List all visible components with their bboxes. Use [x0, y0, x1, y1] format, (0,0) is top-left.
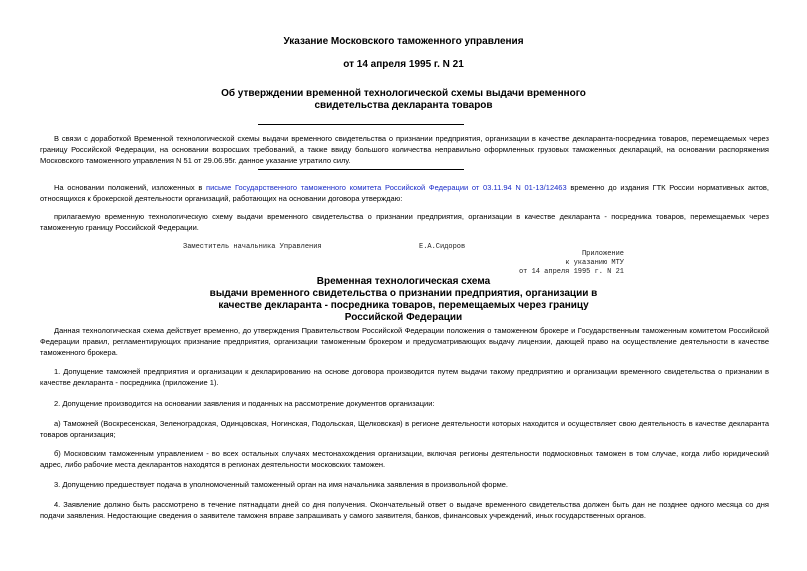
- document-title-line-1: Об утверждении временной технологической схемы выдачи временного: [221, 88, 586, 99]
- clause-2b: б) Московским таможенным управлением - во всех остальных случаях местонахождения организации, включая регионы деятельности подмосковных таможен в том случае, когда либо юридический адрес, либо рабочие места декларантов находятся в регионах деятельности московских таможен.: [40, 449, 769, 469]
- gtk-letter-link[interactable]: письме Государственного таможенного комитета Российской Федерации от 03.11.94 N 01-13/12463: [206, 183, 567, 192]
- appendix-reference: к указанию МТУ: [565, 259, 624, 267]
- scheme-title-line-1: Временная технологическая схема: [316, 276, 491, 287]
- document-date: от 14 апреля 1995 г. N 21: [343, 59, 464, 70]
- clause-1: 1. Допущение таможней предприятия и организации к декларированию на основе договора производится путем выдачи такому предприятию и организации временного свидетельства о признании в качестве декларанта - посредника (приложение 1).: [40, 367, 769, 387]
- clause-4: 4. Заявление должно быть рассмотрено в течение пятнадцати дней со дня получения. Окончательный ответ о выдаче временного свидетельства должен быть дан не позднее одного месяца со дня подачи заявления. Недостающие сведения о заявителе таможня вправе запрашивать у самого заявителя, банков, финансовых учреждений, иных государственных органов.: [40, 500, 769, 520]
- signature-position: Заместитель начальника Управления: [183, 243, 322, 251]
- divider-top: [258, 124, 464, 125]
- basis-text-after: временно до издания ГТК России нормативных актов, относящихся к брокерской деятельности организаций, работающих на основании договора утверждаю:: [40, 183, 770, 203]
- scheme-title-line-2: выдачи временного свидетельства о признании предприятия, организации в: [209, 288, 598, 299]
- clause-2a: а) Таможней (Воскресенская, Зеленоградская, Одинцовская, Ногинская, Подольская, Щелковская) в регионе деятельности которых находится и осуществляет свою деятельность в качестве декларанта товаров организация;: [40, 419, 769, 439]
- clause-2: 2. Допущение производится на основании заявления и поданных на рассмотрение документов организации:: [54, 399, 435, 408]
- approve-paragraph: прилагаемую временную технологическую схему выдачи временного свидетельства о признании предприятия, организации в качестве декларанта - посредника товаров, перемещаемых через таможенную границу Российской Федерации.: [40, 212, 769, 232]
- scheme-title-line-3: качестве декларанта - посредника товаров, перемещаемых через границу: [218, 300, 589, 311]
- scheme-title-line-4: Российской Федерации: [344, 312, 463, 323]
- issuing-authority: Указание Московского таможенного управления: [283, 36, 524, 47]
- appendix-label: Приложение: [581, 250, 624, 258]
- divider-bottom: [258, 169, 464, 170]
- document-title-line-2: свидетельства декларанта товаров: [314, 100, 493, 111]
- basis-paragraph: [40, 182, 769, 204]
- clause-3: 3. Допущению предшествует подача в уполномоченный таможенный орган на имя начальника заявления в произвольной форме.: [54, 480, 509, 489]
- scheme-intro-paragraph: Данная технологическая схема действует временно, до утверждения Правительством Российской Федерации положения о таможенном брокере и Государственным таможенным комитетом Российской Федерации правил, регламентирующих признание предприятия, организации таможенным брокером и предусматривающих выдачу лицензии, дающей право на осуществление деятельности в качестве таможенного брокера.: [40, 326, 769, 357]
- repeal-note: В связи с доработкой Временной технологической схемы выдачи временного свидетельства о признании предприятия, организации в качестве декларанта-посредника товаров, перемещаемых через границу Российской Федерации, на основании возросших требований, а также ввиду большого количества неправильно оформленных грузовых таможенных деклараций, на основании распоряжения Московского таможенного управления N 51 от 29.06.95г. данное указание утратило силу.: [40, 134, 769, 165]
- signature-name: Е.А.Сидоров: [419, 243, 466, 251]
- appendix-date: от 14 апреля 1995 г. N 21: [518, 268, 624, 276]
- basis-text-before: На основании положений, изложенных в: [54, 183, 207, 192]
